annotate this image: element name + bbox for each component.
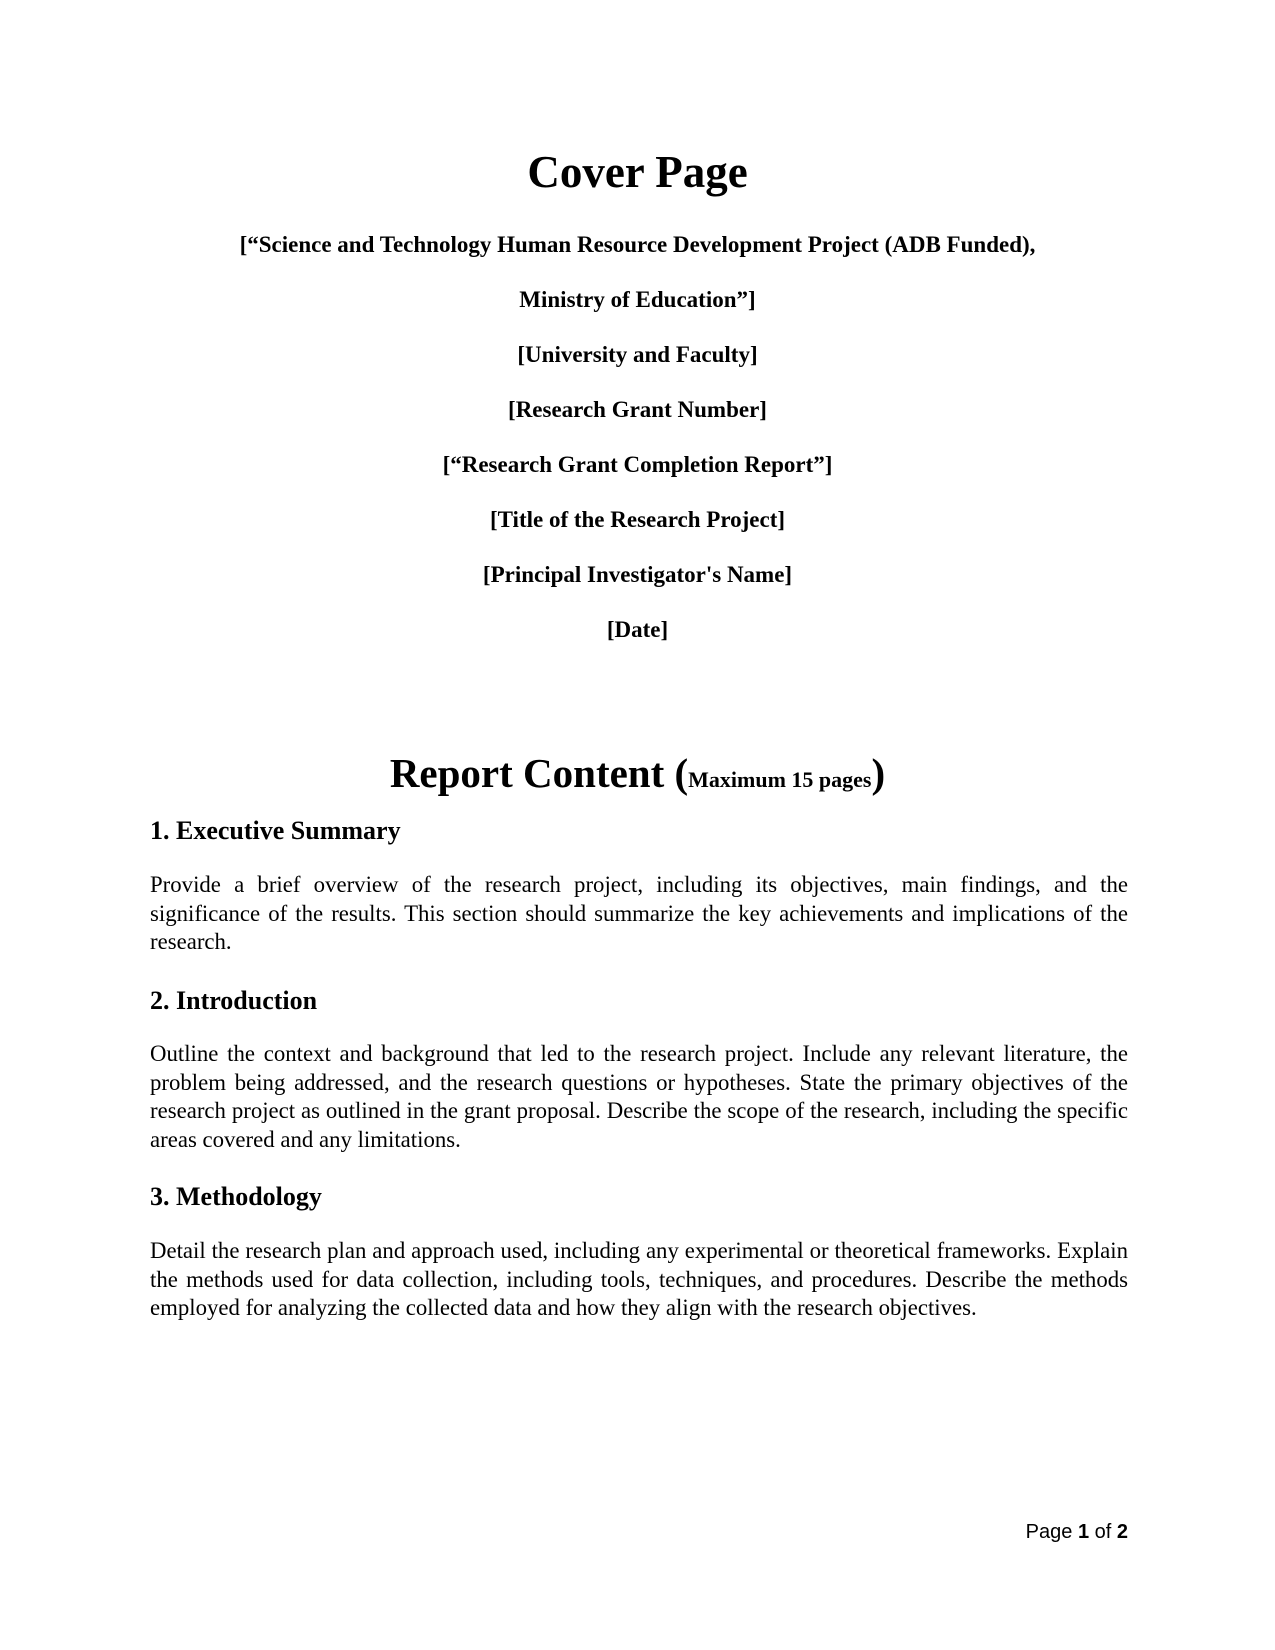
- section-heading-introduction: 2. Introduction: [150, 986, 318, 1015]
- page-number: [1026, 1520, 1128, 1544]
- cover-university-line: [University and Faculty]: [517, 342, 758, 367]
- cover-investigator-line: [Principal Investigator's Name]: [482, 562, 793, 587]
- report-heading-close-paren: ): [871, 750, 886, 796]
- total-pages-number: 2: [1116, 1521, 1128, 1543]
- cover-grant-number-line: [Research Grant Number]: [508, 397, 767, 422]
- section-body-introduction: Outline the context and background that led to the research project. Include any relevant literature, the problem being addressed, and the research questions or hypotheses. State the primary objectives of the research project as outlined in the grant proposal. Describe the scope of the research, including the specific areas covered and any limitations.: [150, 1041, 1128, 1152]
- current-page-number: 1: [1077, 1521, 1090, 1543]
- cover-title: Cover Page: [527, 147, 748, 197]
- cover-project-line: [“Science and Technology Human Resource Development Project (ADB Funded),: [239, 232, 1036, 257]
- cover-report-type-line: [“Research Grant Completion Report”]: [442, 452, 833, 477]
- report-heading-text: Report Content: [389, 750, 665, 796]
- of-label: of: [1094, 1521, 1112, 1543]
- report-heading-note: Maximum 15 pages: [688, 767, 872, 792]
- report-heading-open-paren: (: [674, 750, 689, 796]
- cover-ministry-line: Ministry of Education”]: [519, 287, 756, 312]
- page-label: Page: [1025, 1521, 1073, 1543]
- cover-date-line: [Date]: [606, 617, 669, 642]
- section-body-methodology: Detail the research plan and approach used, including any experimental or theoretical frameworks. Explain the methods used for data collection, including tools, techniques, and procedures. Describe the methods employed for analyzing the collected data and how they align with the research objectives.: [150, 1238, 1128, 1320]
- section-heading-methodology: 3. Methodology: [150, 1182, 322, 1211]
- section-heading-executive-summary: 1. Executive Summary: [150, 816, 401, 845]
- section-body-executive-summary: Provide a brief overview of the research project, including its objectives, main findings, and the significance of the results. This section should summarize the key achievements and implications of the research.: [150, 872, 1128, 954]
- report-content-heading: [0, 748, 1275, 805]
- cover-project-title-line: [Title of the Research Project]: [489, 507, 786, 532]
